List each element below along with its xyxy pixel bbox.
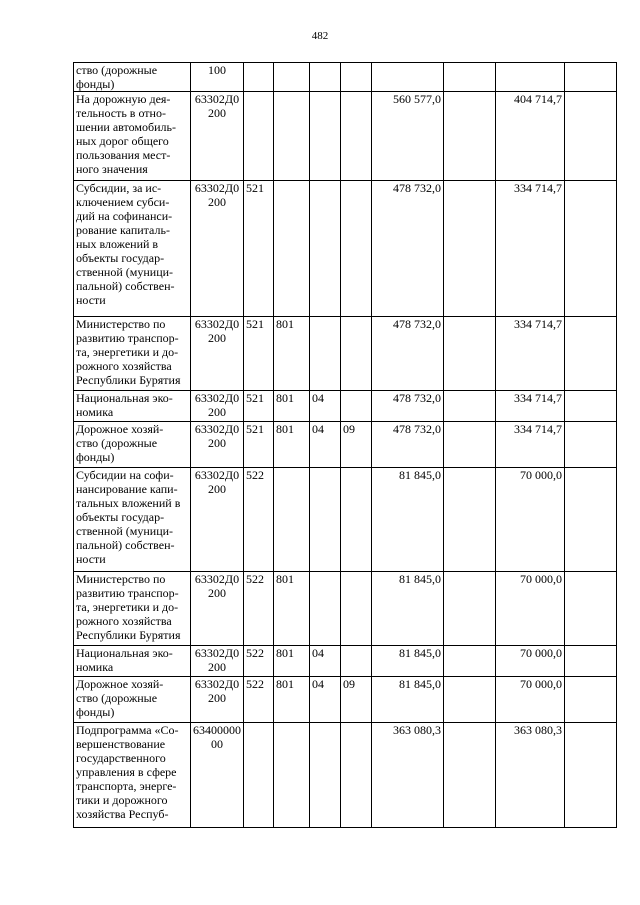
empty-cell-8 xyxy=(444,572,496,646)
empty-cell-10 xyxy=(565,391,617,422)
budget-table xyxy=(73,62,617,828)
amount-cell-2: 363 080,3 xyxy=(496,723,565,828)
grbs-cell xyxy=(244,92,274,181)
subsection-cell: 04 xyxy=(310,677,341,723)
amount-cell-2: 70 000,0 xyxy=(496,677,565,723)
section-cell: 801 xyxy=(274,317,310,391)
section-cell: 801 xyxy=(274,422,310,468)
subsection-cell: 04 xyxy=(310,646,341,677)
grbs-cell: 522 xyxy=(244,572,274,646)
table-row xyxy=(74,572,617,646)
grbs-cell: 522 xyxy=(244,468,274,572)
section-cell: 801 xyxy=(274,646,310,677)
expense-type-cell xyxy=(341,92,372,181)
target-code-cell: 63400000 00 xyxy=(191,723,244,828)
empty-cell-8 xyxy=(444,468,496,572)
target-code-cell: 63302Д0 200 xyxy=(191,572,244,646)
empty-cell-10 xyxy=(565,572,617,646)
amount-cell-1: 560 577,0 xyxy=(372,92,444,181)
amount-cell-1: 478 732,0 xyxy=(372,422,444,468)
expense-type-cell xyxy=(341,723,372,828)
amount-cell-2: 404 714,7 xyxy=(496,92,565,181)
table-row xyxy=(74,391,617,422)
amount-cell-1: 478 732,0 xyxy=(372,317,444,391)
amount-cell-1: 363 080,3 xyxy=(372,723,444,828)
empty-cell-8 xyxy=(444,723,496,828)
amount-cell-1: 81 845,0 xyxy=(372,572,444,646)
grbs-cell: 521 xyxy=(244,422,274,468)
section-cell: 801 xyxy=(274,572,310,646)
target-code-cell: 63302Д0 200 xyxy=(191,317,244,391)
subsection-cell: 04 xyxy=(310,391,341,422)
empty-cell-8 xyxy=(444,391,496,422)
section-cell xyxy=(274,468,310,572)
empty-cell-8 xyxy=(444,181,496,317)
expense-type-cell: 09 xyxy=(341,677,372,723)
empty-cell-8 xyxy=(444,646,496,677)
row-name-cell: Министерство по развитию транспор- та, энергетики и до- рожного хозяйства Республики Бурятия xyxy=(74,572,191,646)
grbs-cell: 521 xyxy=(244,391,274,422)
target-code-cell: 63302Д0 200 xyxy=(191,422,244,468)
empty-cell-8 xyxy=(444,63,496,92)
empty-cell-10 xyxy=(565,422,617,468)
empty-cell-10 xyxy=(565,317,617,391)
table-row xyxy=(74,422,617,468)
row-name-cell: ство (дорожные фонды) xyxy=(74,63,191,92)
table-body xyxy=(74,63,617,828)
row-name-cell: Национальная эко- номика xyxy=(74,391,191,422)
section-cell: 801 xyxy=(274,677,310,723)
subsection-cell xyxy=(310,572,341,646)
empty-cell-8 xyxy=(444,677,496,723)
amount-cell-2: 70 000,0 xyxy=(496,468,565,572)
amount-cell-2: 334 714,7 xyxy=(496,391,565,422)
target-code-cell: 63302Д0 200 xyxy=(191,677,244,723)
table-row xyxy=(74,723,617,828)
expense-type-cell xyxy=(341,391,372,422)
expense-type-cell xyxy=(341,317,372,391)
expense-type-cell xyxy=(341,63,372,92)
subsection-cell xyxy=(310,317,341,391)
subsection-cell xyxy=(310,181,341,317)
expense-type-cell xyxy=(341,572,372,646)
table-row xyxy=(74,468,617,572)
subsection-cell: 04 xyxy=(310,422,341,468)
grbs-cell: 522 xyxy=(244,677,274,723)
row-name-cell: Министерство по развитию транспор- та, энергетики и до- рожного хозяйства Республики Бурятия xyxy=(74,317,191,391)
section-cell: 801 xyxy=(274,391,310,422)
target-code-cell: 63302Д0 200 xyxy=(191,92,244,181)
expense-type-cell: 09 xyxy=(341,422,372,468)
section-cell xyxy=(274,63,310,92)
empty-cell-10 xyxy=(565,468,617,572)
grbs-cell: 521 xyxy=(244,317,274,391)
grbs-cell: 522 xyxy=(244,646,274,677)
empty-cell-8 xyxy=(444,422,496,468)
row-name-cell: Подпрограмма «Со- вершенствование государственного управления в сфере транспорта, энерге- тики и дорожного хозяйства Респуб- xyxy=(74,723,191,828)
amount-cell-2: 70 000,0 xyxy=(496,646,565,677)
table-row xyxy=(74,181,617,317)
empty-cell-10 xyxy=(565,92,617,181)
table-row xyxy=(74,646,617,677)
amount-cell-2: 70 000,0 xyxy=(496,572,565,646)
section-cell xyxy=(274,723,310,828)
empty-cell-10 xyxy=(565,181,617,317)
empty-cell-8 xyxy=(444,317,496,391)
subsection-cell xyxy=(310,63,341,92)
expense-type-cell xyxy=(341,646,372,677)
table-row xyxy=(74,317,617,391)
table-row xyxy=(74,63,617,92)
empty-cell-10 xyxy=(565,646,617,677)
row-name-cell: Субсидии на софи- нансирование капи- тальных вложений в объекты государ- ственной (муници- пальной) собствен- ности xyxy=(74,468,191,572)
grbs-cell xyxy=(244,63,274,92)
empty-cell-10 xyxy=(565,677,617,723)
section-cell xyxy=(274,92,310,181)
subsection-cell xyxy=(310,468,341,572)
section-cell xyxy=(274,181,310,317)
amount-cell-2: 334 714,7 xyxy=(496,422,565,468)
target-code-cell: 63302Д0 200 xyxy=(191,468,244,572)
amount-cell-2: 334 714,7 xyxy=(496,317,565,391)
empty-cell-10 xyxy=(565,723,617,828)
empty-cell-10 xyxy=(565,63,617,92)
row-name-cell: Дорожное хозяй- ство (дорожные фонды) xyxy=(74,677,191,723)
amount-cell-1 xyxy=(372,63,444,92)
amount-cell-1: 478 732,0 xyxy=(372,181,444,317)
amount-cell-1: 478 732,0 xyxy=(372,391,444,422)
empty-cell-8 xyxy=(444,92,496,181)
row-name-cell: Субсидии, за ис- ключением субси- дий на софинанси- рование капиталь- ных вложений в объекты государ- ственной (муници- пальной) собствен- ности xyxy=(74,181,191,317)
table-row xyxy=(74,677,617,723)
row-name-cell: Национальная эко- номика xyxy=(74,646,191,677)
target-code-cell: 100 xyxy=(191,63,244,92)
row-name-cell: На дорожную дея- тельность в отно- шении автомобиль- ных дорог общего пользования мест- ного значения xyxy=(74,92,191,181)
subsection-cell xyxy=(310,92,341,181)
table-row xyxy=(74,92,617,181)
amount-cell-1: 81 845,0 xyxy=(372,677,444,723)
subsection-cell xyxy=(310,723,341,828)
grbs-cell: 521 xyxy=(244,181,274,317)
target-code-cell: 63302Д0 200 xyxy=(191,646,244,677)
row-name-cell: Дорожное хозяй- ство (дорожные фонды) xyxy=(74,422,191,468)
grbs-cell xyxy=(244,723,274,828)
target-code-cell: 63302Д0 200 xyxy=(191,181,244,317)
expense-type-cell xyxy=(341,181,372,317)
expense-type-cell xyxy=(341,468,372,572)
amount-cell-2 xyxy=(496,63,565,92)
page-number: 482 xyxy=(311,30,329,42)
amount-cell-2: 334 714,7 xyxy=(496,181,565,317)
amount-cell-1: 81 845,0 xyxy=(372,646,444,677)
amount-cell-1: 81 845,0 xyxy=(372,468,444,572)
target-code-cell: 63302Д0 200 xyxy=(191,391,244,422)
